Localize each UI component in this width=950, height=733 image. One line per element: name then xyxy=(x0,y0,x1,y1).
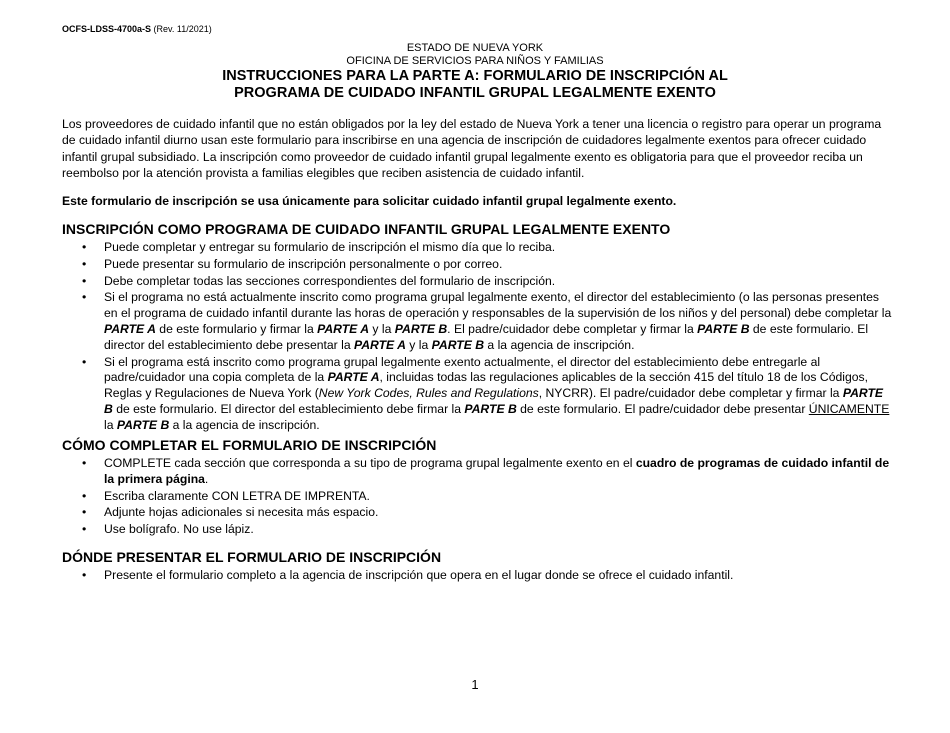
state-name: ESTADO DE NUEVA YORK xyxy=(406,42,544,54)
office-name: OFICINA DE SERVICIOS PARA NIÑOS Y FAMILIAS xyxy=(346,55,604,67)
section-heading-registration: INSCRIPCIÓN COMO PROGRAMA DE CUIDADO INFANTIL GRUPAL LEGALMENTE EXENTO xyxy=(62,221,671,237)
document-title-line-2: PROGRAMA DE CUIDADO INFANTIL GRUPAL LEGALMENTE EXENTO xyxy=(234,85,716,101)
list-item: • Presente el formulario completo a la agencia de inscripción que opera en el lugar donde se ofrece el cuidado infantil. xyxy=(82,568,734,582)
page-number: 1 xyxy=(471,677,479,692)
list-item: • Puede completar y entregar su formulario de inscripción el mismo día que lo reciba. xyxy=(82,240,556,254)
bullet-icon: • xyxy=(82,354,87,369)
section-heading-how-to-complete: CÓMO COMPLETAR EL FORMULARIO DE INSCRIPCIÓN xyxy=(62,437,437,453)
list-item: • COMPLETE cada sección que corresponda a su tipo de programa grupal legalmente exento en el cuadro de programas de cuidado infantil de la primera página. xyxy=(82,456,890,486)
form-code: OCFS-LDSS-4700a-S xyxy=(62,24,152,34)
bullet-icon: • xyxy=(82,273,87,288)
document-title-line-1: INSTRUCCIONES PARA LA PARTE A: FORMULARIO DE INSCRIPCIÓN AL xyxy=(222,68,728,84)
list-item: • Si el programa no está actualmente inscrito como programa grupal legalmente exento, el director del establecimiento (o las personas presentes en el programa de cuidado infantil durante las horas de operación y responsables de la supervisión de los niños y del personal) debe completar la PARTE A de este formulario y firmar la PARTE A y la PARTE B. El padre/cuidador debe completar y firmar la PARTE B de este formulario. El director del establecimiento debe presentar la PARTE A y la PARTE B a la agencia de inscripción. xyxy=(82,290,892,352)
bullet-icon: • xyxy=(82,240,87,254)
bullet-icon: • xyxy=(82,505,87,520)
registration-bullet-list xyxy=(62,240,892,435)
where-to-submit-bullet-list xyxy=(62,568,892,585)
list-item: • Si el programa está inscrito como programa grupal legalmente exento actualmente, el director del establecimiento debe entregarle al padre/cuidador una copia completa de la PARTE A, incluidas todas las regulaciones aplicables de la sección 415 del título 18 de los Códigos, Reglas y Regulaciones de Nueva York (New York Codes, Rules and Regulations, NYCRR). El padre/cuidador debe completar y firmar la PARTE B de este formulario. El director del establecimiento debe firmar la PARTE B de este formulario. El padre/cuidador debe presentar ÚNICAMENTE la PARTE B a la agencia de inscripción. xyxy=(82,354,890,432)
list-item: • Adjunte hojas adicionales si necesita más espacio. xyxy=(82,505,379,520)
bullet-icon: • xyxy=(82,568,87,582)
bullet-icon: • xyxy=(82,522,87,537)
bullet-icon: • xyxy=(82,256,87,271)
form-revision: (Rev. 11/2021) xyxy=(153,24,212,34)
bullet-icon: • xyxy=(82,290,87,305)
how-to-complete-bullet-list xyxy=(62,456,892,539)
list-item: • Puede presentar su formulario de inscripción personalmente o por correo. xyxy=(82,256,503,271)
list-item: • Escriba claramente CON LETRA DE IMPRENTA. xyxy=(82,488,370,503)
list-item: • Use bolígrafo. No use lápiz. xyxy=(82,522,254,537)
section-heading-where-to-submit: DÓNDE PRESENTAR EL FORMULARIO DE INSCRIPCIÓN xyxy=(62,549,442,565)
intro-paragraph: Los proveedores de cuidado infantil que no están obligados por la ley del estado de Nueva York a tener una licencia o registro para operar un programa de cuidado infantil diurno usan este formulario para inscribirse en una agencia de inscripción de cuidadores legalmente exentos para ofrecer cuidado infantil grupal subsidiado. La inscripción como proveedor de cuidado infantil grupal legalmente exento es obligatoria para que el proveedor reciba un reembolso por la atención provista a familias elegibles que reciben asistencia de cuidado infantil. xyxy=(62,117,882,181)
bullet-icon: • xyxy=(82,488,87,503)
form-identifier xyxy=(62,24,212,34)
list-item: • Debe completar todas las secciones correspondientes del formulario de inscripción. xyxy=(82,273,556,288)
bullet-icon: • xyxy=(82,456,87,470)
usage-note: Este formulario de inscripción se usa únicamente para solicitar cuidado infantil grupal legalmente exento. xyxy=(62,194,677,208)
